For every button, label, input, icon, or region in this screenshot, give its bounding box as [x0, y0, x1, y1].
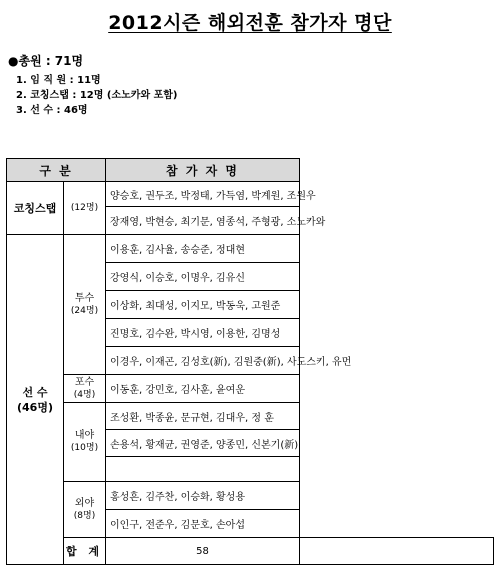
summary-item-coaching: 2. 코칭스탭 : 12명 (소노카와 포함) [16, 90, 178, 101]
sub-infield: 내야 (10명) [64, 403, 106, 482]
total-value: 58 [106, 538, 300, 565]
document-title: 2012시즌 해외전훈 참가자 명단 [108, 12, 392, 34]
summary-item-players: 3. 선 수 : 46명 [16, 105, 88, 116]
names-cell: 장재영, 박현승, 최기문, 염종석, 주형광, 소노카와 [106, 207, 300, 235]
names-cell: 이용훈, 김사율, 송승준, 정대현 [106, 235, 300, 263]
names-cell: 강영식, 이승호, 이명우, 김유신 [106, 263, 300, 291]
names-cell: 양승호, 권두조, 박정태, 가득염, 박계원, 조원우 [106, 182, 300, 207]
group-coaching: 코칭스탭 [7, 182, 64, 235]
group-coaching-count: (12명) [64, 182, 106, 235]
header-category: 구 분 [7, 159, 106, 182]
table-row [7, 182, 494, 207]
table-header-row [7, 159, 494, 182]
summary-item-staff: 1. 임 직 원 : 11명 [16, 75, 101, 86]
summary-block [8, 52, 177, 118]
sub-outfield: 외야 (8명) [64, 482, 106, 538]
names-cell: 이경우, 이재곤, 김성호(新), 김원중(新), 사도스키, 유먼 [106, 347, 300, 375]
sub-pitcher: 투수 (24명) [64, 235, 106, 375]
table-row [7, 482, 494, 510]
participants-table [6, 158, 494, 565]
names-cell: 이상화, 최대성, 이지모, 박동욱, 고원준 [106, 291, 300, 319]
names-cell [106, 457, 300, 482]
group-players: 선 수 (46명) [7, 235, 64, 565]
sub-catcher: 포수 (4명) [64, 375, 106, 403]
total-names [300, 538, 494, 565]
names-cell: 조성환, 박종윤, 문규현, 김대우, 정 훈 [106, 403, 300, 430]
table-row [7, 235, 494, 263]
names-cell: 이동훈, 강민호, 김사훈, 윤여운 [106, 375, 300, 403]
table-row-total [7, 538, 494, 565]
summary-total: ●총원 : 71명 [8, 54, 84, 68]
table-row [7, 375, 494, 403]
header-names: 참 가 자 명 [106, 159, 300, 182]
total-label: 합 계 [64, 538, 106, 565]
names-cell: 홍성흔, 김주찬, 이승화, 황성용 [106, 482, 300, 510]
names-cell: 이인구, 전준우, 김문호, 손아섭 [106, 510, 300, 538]
names-cell: 진명호, 김수완, 박시영, 이용한, 김명성 [106, 319, 300, 347]
names-cell: 손용석, 황재균, 권영준, 양종민, 신본기(新) [106, 430, 300, 457]
table-row [7, 403, 494, 430]
